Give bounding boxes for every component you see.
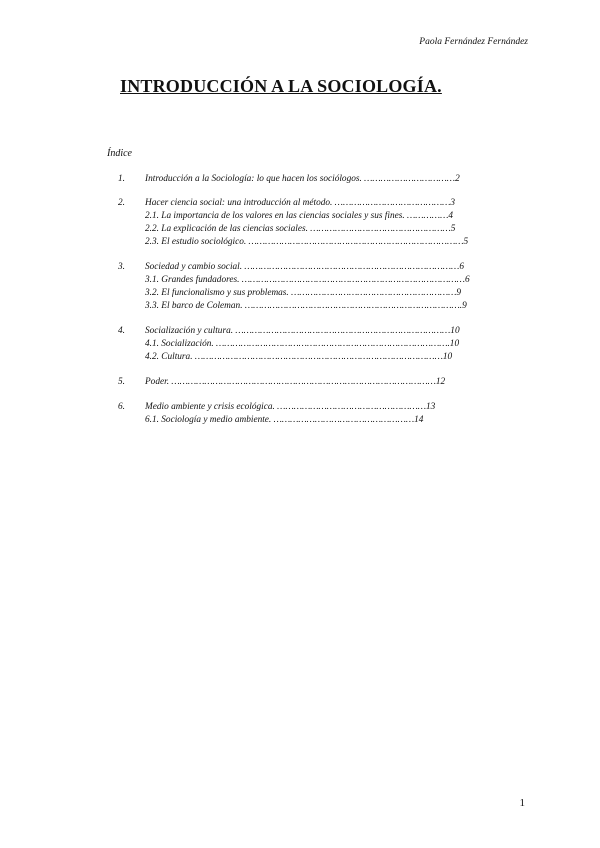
index-heading: Índice	[107, 148, 132, 159]
toc-number: 4.	[118, 326, 125, 336]
document-title: INTRODUCCIÓN A LA SOCIOLOGÍA.	[120, 76, 442, 96]
toc-subentry[interactable]: 6.1. Sociología y medio ambiente. ……………………………………………14	[145, 415, 424, 425]
toc-entry[interactable]: Introducción a la Sociología: lo que hacen los sociólogos. ……………………………2	[145, 174, 460, 184]
toc-number: 1.	[118, 174, 125, 184]
toc-subentry[interactable]: 3.3. El barco de Coleman. …………………………………………………………………….9	[145, 301, 467, 311]
toc-subentry[interactable]: 4.1. Socialización. ………………………………………………………………………….10	[145, 339, 460, 349]
toc-subentry[interactable]: 2.3. El estudio sociológico. ……………………………………………………………………5	[145, 237, 469, 247]
toc-entry[interactable]: Sociedad y cambio social. ……………………………………………………………………6	[145, 262, 464, 272]
toc-subentry[interactable]: 2.2. La explicación de las ciencias sociales. ……………………………………………5	[145, 224, 456, 234]
toc-subentry[interactable]: 3.2. El funcionalismo y sus problemas. ……………………………………………………9	[145, 288, 462, 298]
toc-entry[interactable]: Socialización y cultura. ……………………………………………………………………10	[145, 326, 460, 336]
toc-number: 3.	[118, 262, 125, 272]
author-header: Paola Fernández Fernández	[419, 37, 528, 47]
toc-entry[interactable]: Poder. ……………………………………………………………………………………12	[145, 377, 446, 387]
toc-entry[interactable]: Medio ambiente y crisis ecológica. ………………………………………………13	[145, 402, 436, 412]
toc-number: 2.	[118, 198, 125, 208]
toc-number: 6.	[118, 402, 125, 412]
toc-subentry[interactable]: 4.2. Cultura. ………………………………………………………………………………10	[145, 352, 453, 362]
page-number: 1	[519, 797, 525, 809]
toc-number: 5.	[118, 377, 125, 387]
toc-subentry[interactable]: 2.1. La importancia de los valores en las ciencias sociales y sus fines. ……………4	[145, 211, 453, 221]
toc-subentry[interactable]: 3.1. Grandes fundadores. ………………………………………………………………………6	[145, 275, 470, 285]
toc-entry[interactable]: Hacer ciencia social: una introducción al método. ……………………………………3	[145, 198, 456, 208]
